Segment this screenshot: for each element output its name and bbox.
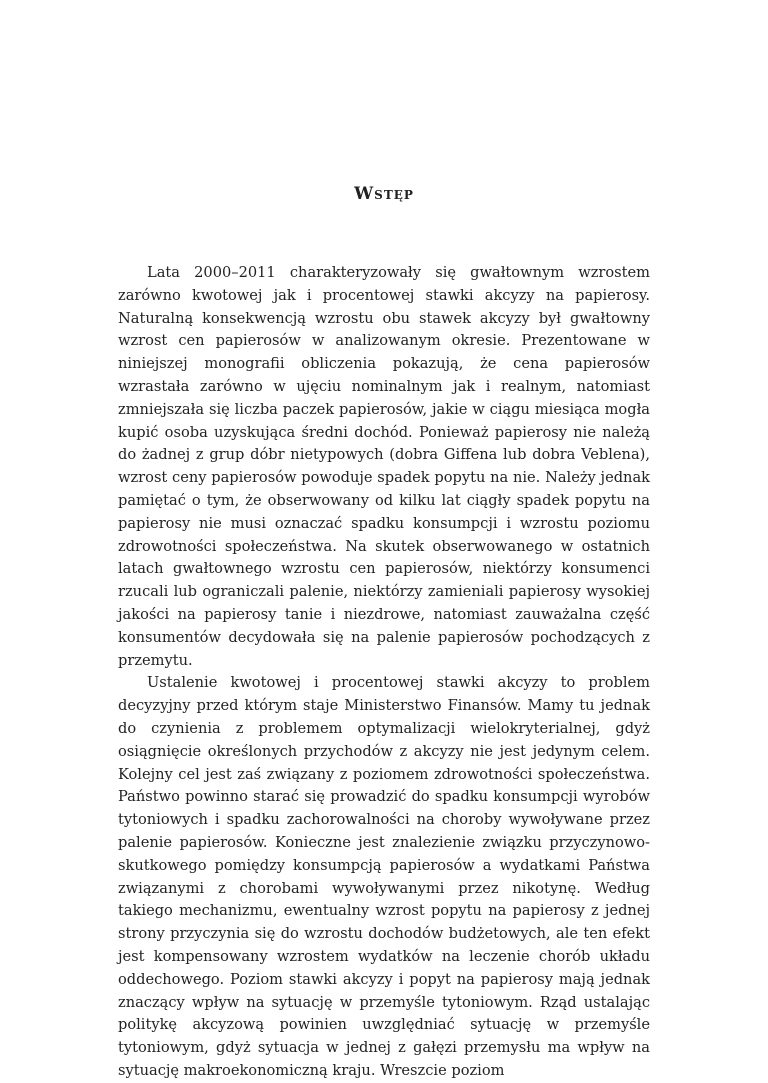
paragraph: Lata 2000–2011 charakteryzowały się gwałtownym wzrostem zarówno kwotowej jak i procentowej stawki akcyzy na papierosy. Naturalną konsekwencją wzrostu obu stawek akcyzy był gwałtowny wzrost cen papierosów w analizowanym okresie. Prezentowane w niniejszej monografii obliczenia pokazują, że cena papierosów wzrastała zarówno w ujęciu nominalnym jak i realnym, natomiast zmniejszała się liczba paczek papierosów, jakie w ciągu miesiąca mogła kupić osoba uzyskująca średni dochód. Ponieważ papierosy nie należą do żadnej z grup dóbr nietypowych (dobra Giffena lub dobra Veblena), wzrost ceny papierosów powoduje spadek popytu na nie. Należy jednak pamiętać o tym, że obserwowany od kilku lat ciągły spadek popytu na papierosy nie musi oznaczać spadku konsumpcji i wzrostu poziomu zdrowotności społeczeństwa. Na skutek obserwowanego w ostatnich latach gwałtownego wzrostu cen papierosów, niektórzy konsumenci rzucali lub ograniczali palenie, niektórzy zamieniali papierosy wysokiej jakości na papierosy tanie i niezdrowe, natomiast zauważalna część konsumentów decydowała się na palenie papierosów pochodzących z przemytu. bbox=[118, 264, 650, 669]
paragraph: Ustalenie kwotowej i procentowej stawki akcyzy to problem decyzyjny przed którym staje Ministerstwo Finansów. Mamy tu jednak do czynienia z problemem optymalizacji wielokryterialnej, gdyż osiągnięcie określonych przychodów z akcyzy nie jest jedynym celem. Kolejny cel jest zaś związany z poziomem zdrowotności społeczeństwa. Państwo powinno starać się prowadzić do spadku konsumpcji wyrobów tytoniowych i spadku zachorowalności na choroby wywoływane przez palenie papierosów. Konieczne jest znalezienie związku przyczynowo-skutkowego pomiędzy konsumpcją papierosów a wydatkami Państwa związanymi z chorobami wywoływanymi przez nikotynę. Według takiego mechanizmu, ewentualny wzrost popytu na papierosy z jednej strony przyczynia się do wzrostu dochodów budżetowych, ale ten efekt jest kompensowany wzrostem wydatków na leczenie chorób układu oddechowego. Poziom stawki akcyzy i popyt na papierosy mają jednak znaczący wpływ na sytuację w przemyśle tytoniowym. Rząd ustalając politykę akcyzową powinien uwzględniać sytuację w przemyśle tytoniowym, gdyż sytuacja w jednej z gałęzi przemysłu ma wpływ na sytuację makroekonomiczną kraju. Wreszcie poziom bbox=[118, 674, 650, 1079]
body-text bbox=[118, 262, 650, 1083]
section-heading: Wstęp bbox=[354, 184, 414, 204]
